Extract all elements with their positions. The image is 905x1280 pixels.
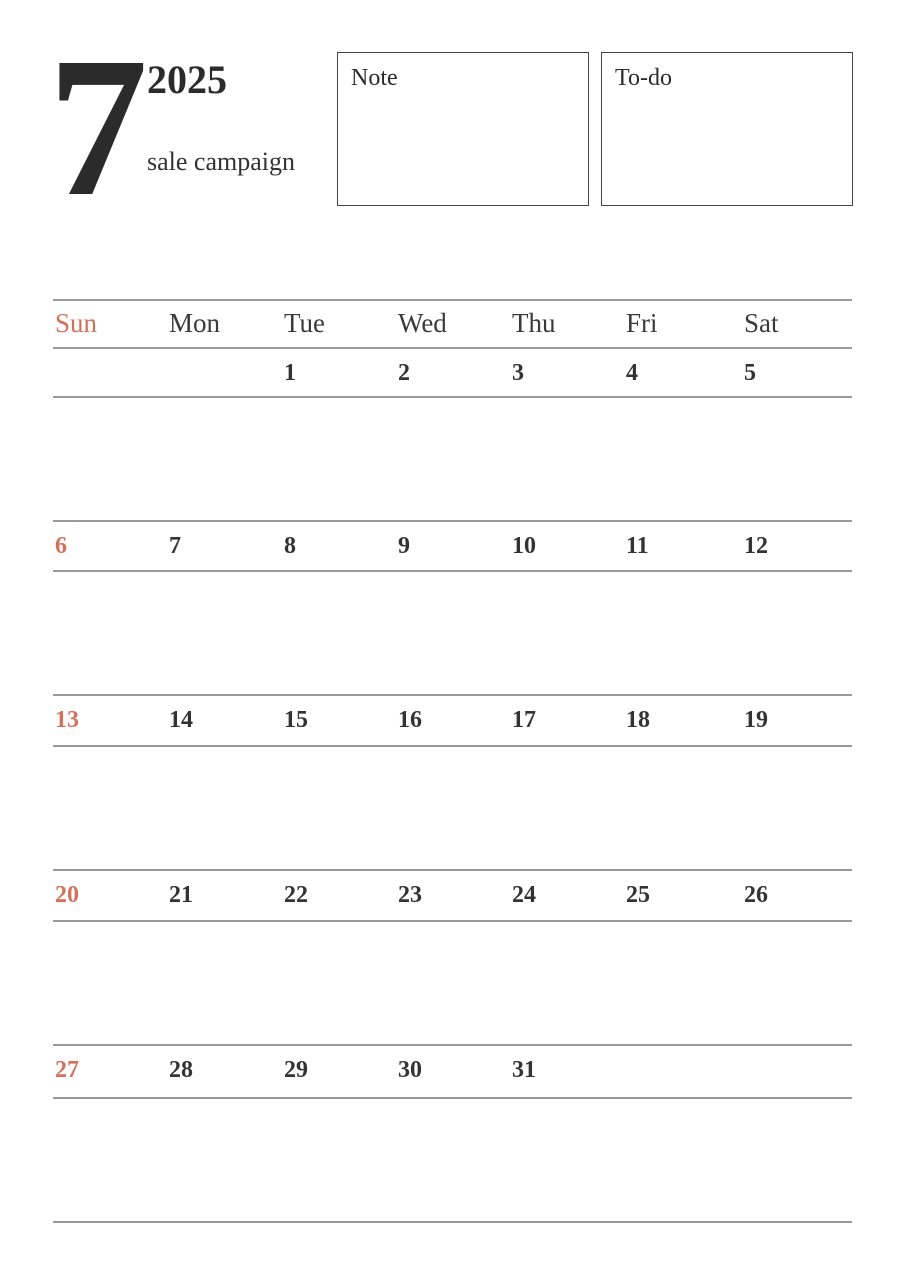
day-cell[interactable]: 24 <box>512 882 536 908</box>
day-cell[interactable]: 28 <box>169 1057 193 1083</box>
day-cell[interactable]: 9 <box>398 533 410 559</box>
day-cell[interactable]: 14 <box>169 707 193 733</box>
day-cell[interactable]: 21 <box>169 882 193 908</box>
rule <box>53 694 852 696</box>
year-label: 2025 <box>147 57 227 102</box>
day-cell[interactable]: 10 <box>512 533 536 559</box>
day-cell[interactable]: 1 <box>284 360 296 386</box>
day-cell[interactable]: 19 <box>744 707 768 733</box>
month-number: 7 <box>48 17 144 238</box>
rule <box>53 396 852 398</box>
day-cell[interactable]: 7 <box>169 533 181 559</box>
rule <box>53 1221 852 1223</box>
rule <box>53 1097 852 1099</box>
day-cell[interactable]: 13 <box>55 707 79 733</box>
day-cell[interactable]: 5 <box>744 360 756 386</box>
day-cell[interactable]: 22 <box>284 882 308 908</box>
day-cell[interactable]: 12 <box>744 533 768 559</box>
day-cell[interactable]: 11 <box>626 533 649 559</box>
day-cell[interactable]: 29 <box>284 1057 308 1083</box>
rule <box>53 869 852 871</box>
day-cell[interactable]: 15 <box>284 707 308 733</box>
day-cell[interactable]: 17 <box>512 707 536 733</box>
day-cell[interactable]: 31 <box>512 1057 536 1083</box>
rule <box>53 520 852 522</box>
note-box[interactable] <box>337 52 589 206</box>
day-cell[interactable]: 25 <box>626 882 650 908</box>
calendar-grid <box>53 299 852 1224</box>
day-cell[interactable]: 6 <box>55 533 67 559</box>
rule <box>53 570 852 572</box>
note-label: Note <box>351 65 398 91</box>
day-cell[interactable]: 26 <box>744 882 768 908</box>
weekday-sat: Sat <box>744 308 779 338</box>
day-cell[interactable]: 2 <box>398 360 410 386</box>
weekday-thu: Thu <box>512 308 556 338</box>
day-cell[interactable]: 18 <box>626 707 650 733</box>
day-cell[interactable]: 4 <box>626 360 638 386</box>
day-cell[interactable]: 3 <box>512 360 524 386</box>
todo-label: To-do <box>615 65 672 91</box>
rule <box>53 920 852 922</box>
day-cell[interactable]: 27 <box>55 1057 79 1083</box>
weekday-mon: Mon <box>169 308 221 338</box>
subtitle: sale campaign <box>147 147 295 176</box>
weekday-tue: Tue <box>284 308 326 338</box>
rule <box>53 299 852 301</box>
todo-box[interactable] <box>601 52 853 206</box>
rule <box>53 347 852 349</box>
day-cell[interactable]: 16 <box>398 707 422 733</box>
weekday-fri: Fri <box>626 308 658 338</box>
weekday-sun: Sun <box>55 308 98 338</box>
day-cell[interactable]: 23 <box>398 882 422 908</box>
rule <box>53 745 852 747</box>
day-cell[interactable]: 8 <box>284 533 296 559</box>
rule <box>53 1044 852 1046</box>
weekday-wed: Wed <box>398 308 447 338</box>
day-cell[interactable]: 20 <box>55 882 79 908</box>
day-cell[interactable]: 30 <box>398 1057 422 1083</box>
